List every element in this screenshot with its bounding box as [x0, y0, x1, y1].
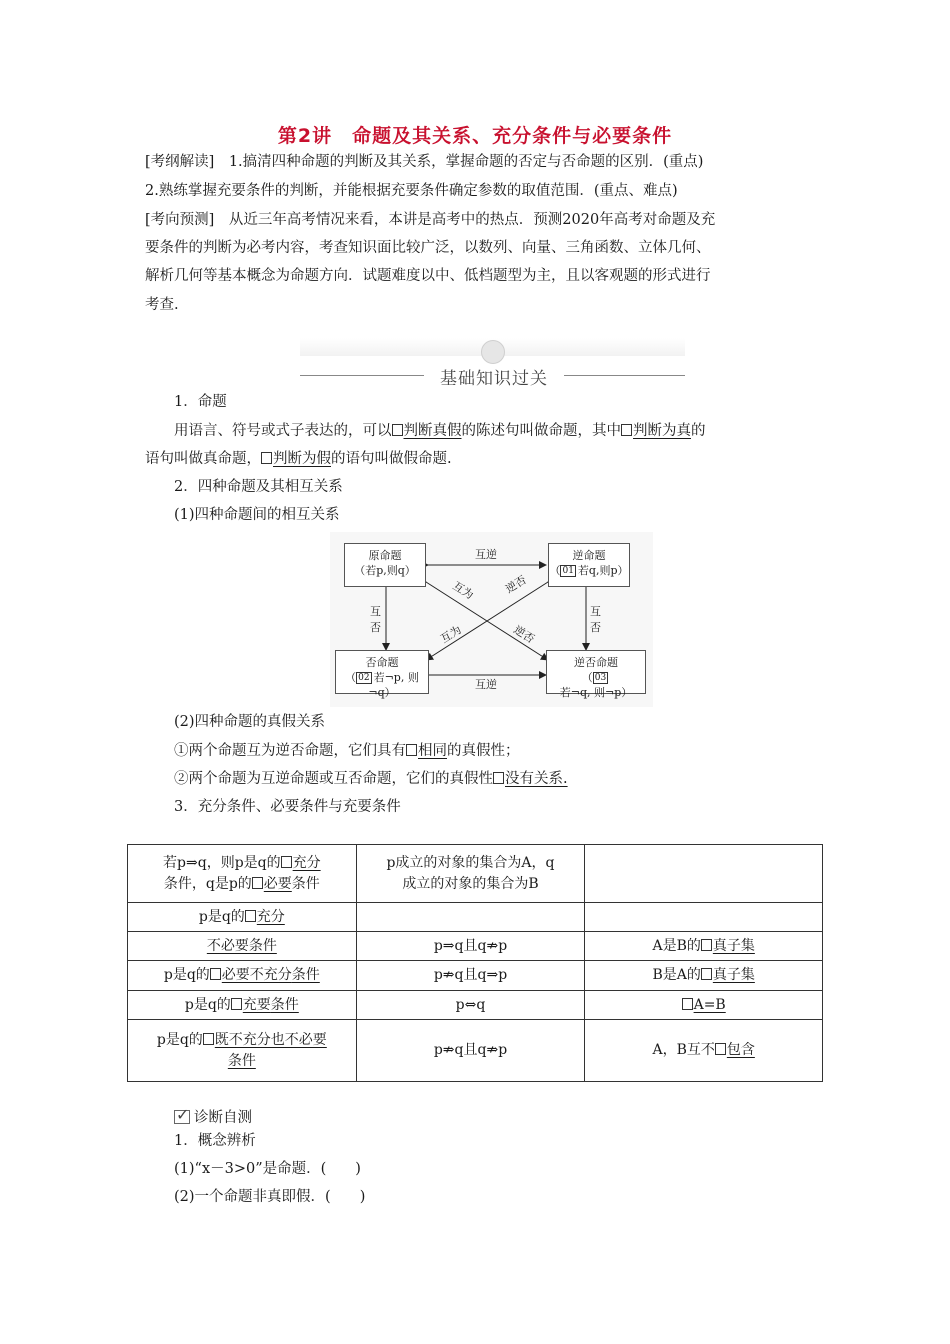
box-contrapositive	[546, 650, 646, 699]
table-cell: p是q的 必要不充分条件	[128, 961, 357, 991]
table-cell: B是A的 真子集	[585, 961, 823, 991]
checkmark-icon	[174, 1110, 190, 1124]
label-right-2: 否	[590, 621, 601, 634]
four-propositions-diagram	[330, 532, 653, 707]
table-row	[128, 903, 823, 932]
table-cell: 不必要条件	[128, 932, 357, 961]
label-diag-b2: 逆否	[511, 623, 537, 646]
question-1: (1)“x－3>0”是命题．( )	[174, 1161, 361, 1177]
blank-box-icon	[493, 772, 504, 784]
label-diag-a1: 互为	[450, 579, 476, 602]
label-bottom: 互逆	[475, 678, 497, 691]
table-cell: p是q的 充分	[128, 903, 357, 932]
self-test-header	[174, 1106, 252, 1127]
leaf-emblem-icon	[481, 340, 505, 364]
contra-name: 逆否命题	[574, 656, 618, 669]
box-inverse	[335, 650, 429, 699]
table-cell: A是B的 真子集	[585, 932, 823, 961]
blank-box-icon	[203, 1033, 214, 1045]
original-form: （若p,则q）	[354, 564, 416, 577]
s1-para-line-1: 用语言、符号或式子表达的，可以 判断真假的陈述句叫做命题，其中 判断为真的	[174, 423, 706, 439]
table-cell: p是q的 既不充分也不必要 条件	[128, 1020, 357, 1082]
blank-box-icon	[210, 968, 221, 980]
blank-box-icon	[392, 424, 403, 436]
s2-rule-2: ②两个命题为互逆命题或互否命题，它们的真假性 没有关系.	[174, 771, 568, 787]
blank-box-icon	[621, 424, 632, 436]
blank-box-icon	[715, 1043, 726, 1055]
number-badge: 02	[358, 673, 370, 683]
table-row	[128, 961, 823, 991]
intro-line-1: [考纲解读] 1.搞清四种命题的判断及其关系，掌握命题的否定与否命题的区别．(重点)	[145, 154, 704, 170]
contra-form-line: （ 03若¬q, 则¬p）	[559, 671, 633, 699]
inverse-name: 否命题	[365, 656, 399, 669]
label-diag-a2: 逆否	[503, 573, 529, 596]
table-cell	[585, 845, 823, 903]
table-cell: p是q的 充要条件	[128, 991, 357, 1020]
section-header	[300, 338, 685, 389]
table-cell: 若p⇒q，则p是q的 充分 条件，q是p的 必要条件	[128, 845, 357, 903]
table-cell	[356, 903, 585, 932]
table-cell: p⇒q且q⇏p	[356, 932, 585, 961]
s1-heading: 1．命题	[174, 394, 227, 410]
label-left-2: 否	[370, 621, 381, 634]
blank-box-icon	[701, 968, 712, 980]
intro-line-4: 要条件的判断为必考内容，考查知识面比较广泛，以数列、向量、三角函数、立体几何、	[145, 240, 711, 256]
table-cell: p⇔q	[356, 991, 585, 1020]
page-title: 第2讲 命题及其关系、充分条件与必要条件	[277, 125, 673, 147]
s2-sub2: (2)四种命题的真假关系	[174, 714, 326, 730]
self-test-label: 诊断自测	[194, 1110, 252, 1126]
table-cell: A，B互不 包含	[585, 1020, 823, 1082]
section-header-label: 基础知识过关	[440, 369, 548, 389]
number-badge: 03	[594, 673, 607, 683]
converse-form-line: （ 01 若q,则p）	[549, 564, 629, 577]
s2-sub1: (1)四种命题间的相互关系	[174, 507, 340, 523]
intro-line-6: 考查.	[145, 297, 179, 313]
table-cell	[585, 903, 823, 932]
table-cell: p成立的对象的集合为A，q 成立的对象的集合为B	[356, 845, 585, 903]
table-row	[128, 845, 823, 903]
conditions-table	[127, 844, 823, 1082]
s3-heading: 3．充分条件、必要条件与充要条件	[174, 799, 401, 815]
blank-box-icon	[252, 877, 263, 889]
table-cell: p⇏q且q⇒p	[356, 961, 585, 991]
s1-para-line-2: 语句叫做真命题， 判断为假的语句叫做假命题.	[145, 451, 452, 467]
label-diag-b1: 互为	[438, 623, 464, 646]
converse-name: 逆命题	[572, 549, 606, 562]
box-original	[344, 543, 426, 587]
question-2: (2)一个命题非真即假．( )	[174, 1189, 366, 1205]
blank-box-icon	[281, 856, 292, 868]
table-cell: p⇏q且q⇏p	[356, 1020, 585, 1082]
blank-box-icon	[701, 939, 712, 951]
label-top: 互逆	[475, 548, 497, 561]
label-left-1: 互	[370, 605, 381, 618]
blank-box-icon	[245, 910, 256, 922]
blank-box-icon	[231, 998, 242, 1010]
blank-box-icon	[261, 452, 272, 464]
intro-line-5: 解析几何等基本概念为命题方向．试题难度以中、低档题型为主，且以客观题的形式进行	[145, 268, 711, 284]
table-cell: A=B	[585, 991, 823, 1020]
s2-heading: 2．四种命题及其相互关系	[174, 479, 343, 495]
table-row	[128, 932, 823, 961]
intro-line-3: [考向预测] 从近三年高考情况来看，本讲是高考中的热点．预测2020年高考对命题及充	[145, 212, 716, 228]
original-name: 原命题	[368, 549, 402, 562]
blank-box-icon	[406, 744, 417, 756]
table-row	[128, 1020, 823, 1082]
blank-box-icon	[682, 998, 693, 1010]
intro-line-2: 2.熟练掌握充要条件的判断，并能根据充要条件确定参数的取值范围．(重点、难点)	[145, 183, 678, 199]
label-right-1: 互	[590, 605, 601, 618]
table-row	[128, 991, 823, 1020]
box-converse	[548, 543, 630, 587]
inverse-form-line: （ 02 若¬p, 则¬q）	[345, 671, 419, 699]
s2-rule-1: ①两个命题互为逆否命题，它们具有 相同的真假性；	[174, 743, 520, 759]
number-badge: 01	[562, 566, 574, 576]
self-test-heading: 1．概念辨析	[174, 1133, 256, 1149]
